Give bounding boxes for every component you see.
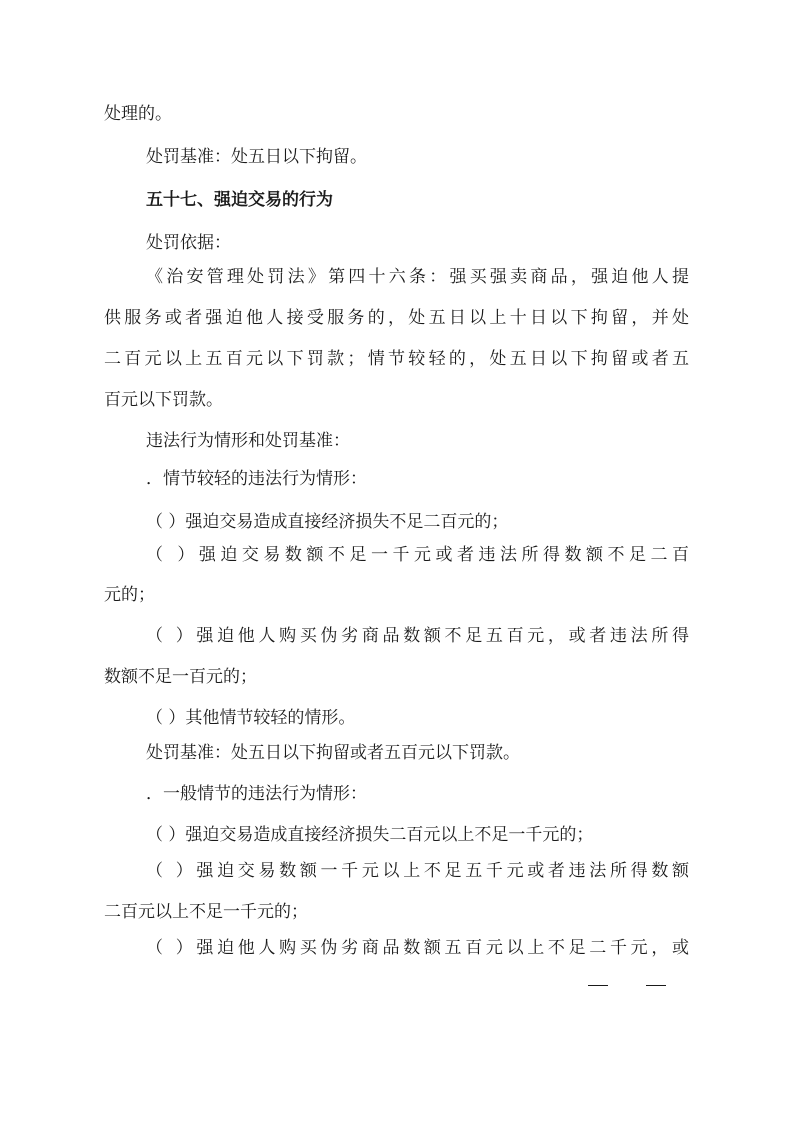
text-line: 处理的。 <box>104 104 172 124</box>
subheading-circumstances: 违法行为情形和处罚基准： <box>146 431 350 451</box>
subheading-penalty-basis: 处罚依据： <box>146 233 231 253</box>
list-item: （ ）强迫交易造成直接经济损失不足二百元的； <box>146 512 509 532</box>
list-item: （ ）强迫他人购买伪劣商品数额不足五百元，或者违法所得 <box>146 626 689 646</box>
list-item-continuation: 元的； <box>104 585 155 605</box>
law-citation-line: 百元以下罚款。 <box>104 390 223 410</box>
list-item: （ ）强迫交易造成直接经济损失二百元以上不足一千元的； <box>146 825 594 845</box>
list-item: （ ）强迫交易数额一千元以上不足五千元或者违法所得数额 <box>146 861 689 881</box>
penalty-standard-line: 处罚基准：处五日以下拘留。 <box>146 147 367 167</box>
law-citation-line: 供服务或者强迫他人接受服务的，处五日以上十日以下拘留，并处 <box>104 308 689 328</box>
list-item: （ ）其他情节较轻的情形。 <box>146 708 356 728</box>
list-item-continuation: 数额不足一百元的； <box>104 667 257 687</box>
page-number <box>588 974 666 996</box>
page-number-dash-left <box>588 985 608 986</box>
page-number-dash-right <box>646 985 666 986</box>
list-item: （ ）强迫他人购买伪劣商品数额五百元以上不足二千元，或 <box>146 938 689 958</box>
law-citation-line: 《治安管理处罚法》第四十六条：强买强卖商品，强迫他人提 <box>146 267 689 287</box>
category-heading-minor: ．情节较轻的违法行为情形： <box>146 469 367 489</box>
law-citation-line: 二百元以上五百元以下罚款；情节较轻的，处五日以下拘留或者五 <box>104 349 689 369</box>
category-heading-general: ．一般情节的违法行为情形： <box>146 784 367 804</box>
penalty-standard-line: 处罚基准：处五日以下拘留或者五百元以下罚款。 <box>146 743 520 763</box>
list-item: （ ）强迫交易数额不足一千元或者违法所得数额不足二百 <box>146 545 689 565</box>
section-heading: 五十七、强迫交易的行为 <box>146 190 333 210</box>
list-item-continuation: 二百元以上不足一千元的； <box>104 902 308 922</box>
